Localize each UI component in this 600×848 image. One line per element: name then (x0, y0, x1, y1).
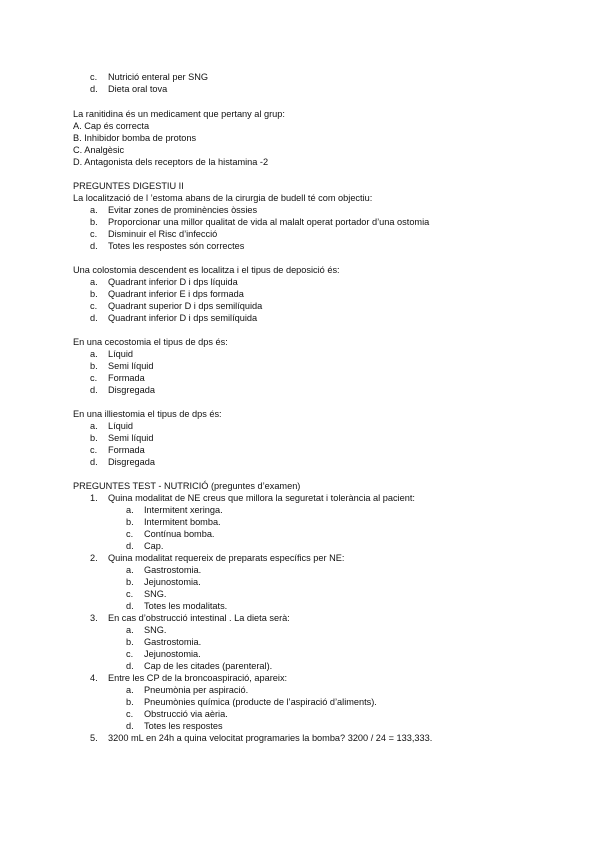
section-heading-digestiu: PREGUNTES DIGESTIU II (73, 181, 184, 191)
option-marker: d. (90, 241, 98, 251)
option-text: Totes les modalitats. (144, 601, 228, 611)
option-marker: a. (126, 625, 134, 635)
question-text: Quina modalitat requereix de preparats específics per NE: (108, 553, 345, 563)
option-text: SNG. (144, 625, 167, 635)
option-marker: d. (90, 457, 98, 467)
option-marker: c. (90, 229, 98, 239)
option-marker: c. (90, 72, 98, 82)
list-item: D. Antagonista dels receptors de la histamina -2 (73, 157, 269, 167)
option-marker: a. (90, 205, 98, 215)
option-marker: b. (90, 289, 98, 299)
option-text: Pneumònies química (producte de l’aspiració d’aliments). (144, 697, 377, 707)
option-marker: a. (90, 277, 98, 287)
list-item: B. Inhibidor bomba de protons (73, 133, 197, 143)
question-text: En cas d’obstrucció intestinal . La dieta serà: (108, 613, 290, 623)
option-marker: c. (90, 445, 98, 455)
option-text: Cap. (144, 541, 164, 551)
question-estoma: La localització de l ’estoma abans de la cirurgia de budell té com objectiu: (73, 193, 373, 203)
option-text: Quadrant inferior E i dps formada (108, 289, 244, 299)
option-text: Intermitent bomba. (144, 517, 221, 527)
option-marker: b. (90, 361, 98, 371)
option-marker: d. (126, 541, 134, 551)
option-marker: c. (126, 709, 134, 719)
option-marker: a. (90, 421, 98, 431)
option-text: Disgregada (108, 385, 155, 395)
option-marker: a. (126, 685, 134, 695)
option-marker: d. (90, 84, 98, 94)
list-item: C. Analgèsic (73, 145, 125, 155)
question-colostomia: Una colostomia descendent es localitza i el tipus de deposició és: (73, 265, 340, 275)
option-marker: b. (126, 637, 134, 647)
option-text: Disgregada (108, 457, 155, 467)
question-cecostomia: En una cecostomia el tipus de dps és: (73, 337, 228, 347)
option-text: Semi líquid (108, 433, 154, 443)
option-text: Líquid (108, 349, 134, 359)
option-text: Contínua bomba. (144, 529, 215, 539)
option-text: Líquid (108, 421, 134, 431)
option-text: Gastrostomia. (144, 637, 202, 647)
question-number: 5. (90, 733, 98, 743)
question-ranitidina: La ranitidina és un medicament que pertany al grup: (73, 109, 285, 119)
option-marker: a. (126, 505, 134, 515)
option-marker: d. (126, 721, 134, 731)
option-marker: d. (90, 385, 98, 395)
option-text: Proporcionar una millor qualitat de vida al malalt operat portador d’una ostomia (108, 217, 430, 227)
option-text: Gastrostomia. (144, 565, 202, 575)
option-marker: b. (126, 517, 134, 527)
question-number: 2. (90, 553, 98, 563)
option-text: Jejunostomia. (144, 577, 201, 587)
option-text: Pneumònia per aspiració. (144, 685, 249, 695)
option-text: Totes les respostes (144, 721, 223, 731)
option-marker: c. (90, 373, 98, 383)
option-text: Jejunostomia. (144, 649, 201, 659)
option-text: Totes les respostes són correctes (108, 241, 245, 251)
option-marker: d. (126, 661, 134, 671)
option-text: Obstrucció via aèria. (144, 709, 228, 719)
option-text: Cap de les citades (parenteral). (144, 661, 273, 671)
section-heading-nutricio: PREGUNTES TEST - NUTRICIÓ (preguntes d’examen) (73, 481, 301, 491)
list-item: A. Cap és correcta (73, 121, 150, 131)
option-marker: a. (126, 565, 134, 575)
option-marker: d. (126, 601, 134, 611)
option-text: Quadrant inferior D i dps líquida (108, 277, 238, 287)
option-text: Formada (108, 373, 145, 383)
option-text: SNG. (144, 589, 167, 599)
option-marker: a. (90, 349, 98, 359)
question-text: 3200 mL en 24h a quina velocitat programaries la bomba? 3200 / 24 = 133,333. (108, 733, 433, 743)
option-marker: c. (90, 301, 98, 311)
question-number: 1. (90, 493, 98, 503)
question-text: Entre les CP de la broncoaspiració, apareix: (108, 673, 288, 683)
option-marker: c. (126, 649, 134, 659)
option-text: Evitar zones de prominències òssies (108, 205, 258, 215)
option-text: Disminuir el Risc d’infecció (108, 229, 218, 239)
option-text: Formada (108, 445, 145, 455)
option-text: Semi líquid (108, 361, 154, 371)
option-marker: c. (126, 589, 134, 599)
option-marker: b. (90, 217, 98, 227)
option-text: Intermitent xeringa. (144, 505, 223, 515)
option-marker: b. (126, 577, 134, 587)
option-marker: c. (126, 529, 134, 539)
question-text: Quina modalitat de NE creus que millora la seguretat i tolerància al pacient: (108, 493, 415, 503)
question-illiestomia: En una illiestomia el tipus de dps és: (73, 409, 222, 419)
option-text: Quadrant superior D i dps semilíquida (108, 301, 263, 311)
option-marker: b. (126, 697, 134, 707)
option-marker: d. (90, 313, 98, 323)
option-text: Quadrant inferior D i dps semilíquida (108, 313, 258, 323)
question-number: 3. (90, 613, 98, 623)
question-number: 4. (90, 673, 98, 683)
option-text: Dieta oral tova (108, 84, 168, 94)
option-text: Nutrició enteral per SNG (108, 72, 209, 82)
option-marker: b. (90, 433, 98, 443)
